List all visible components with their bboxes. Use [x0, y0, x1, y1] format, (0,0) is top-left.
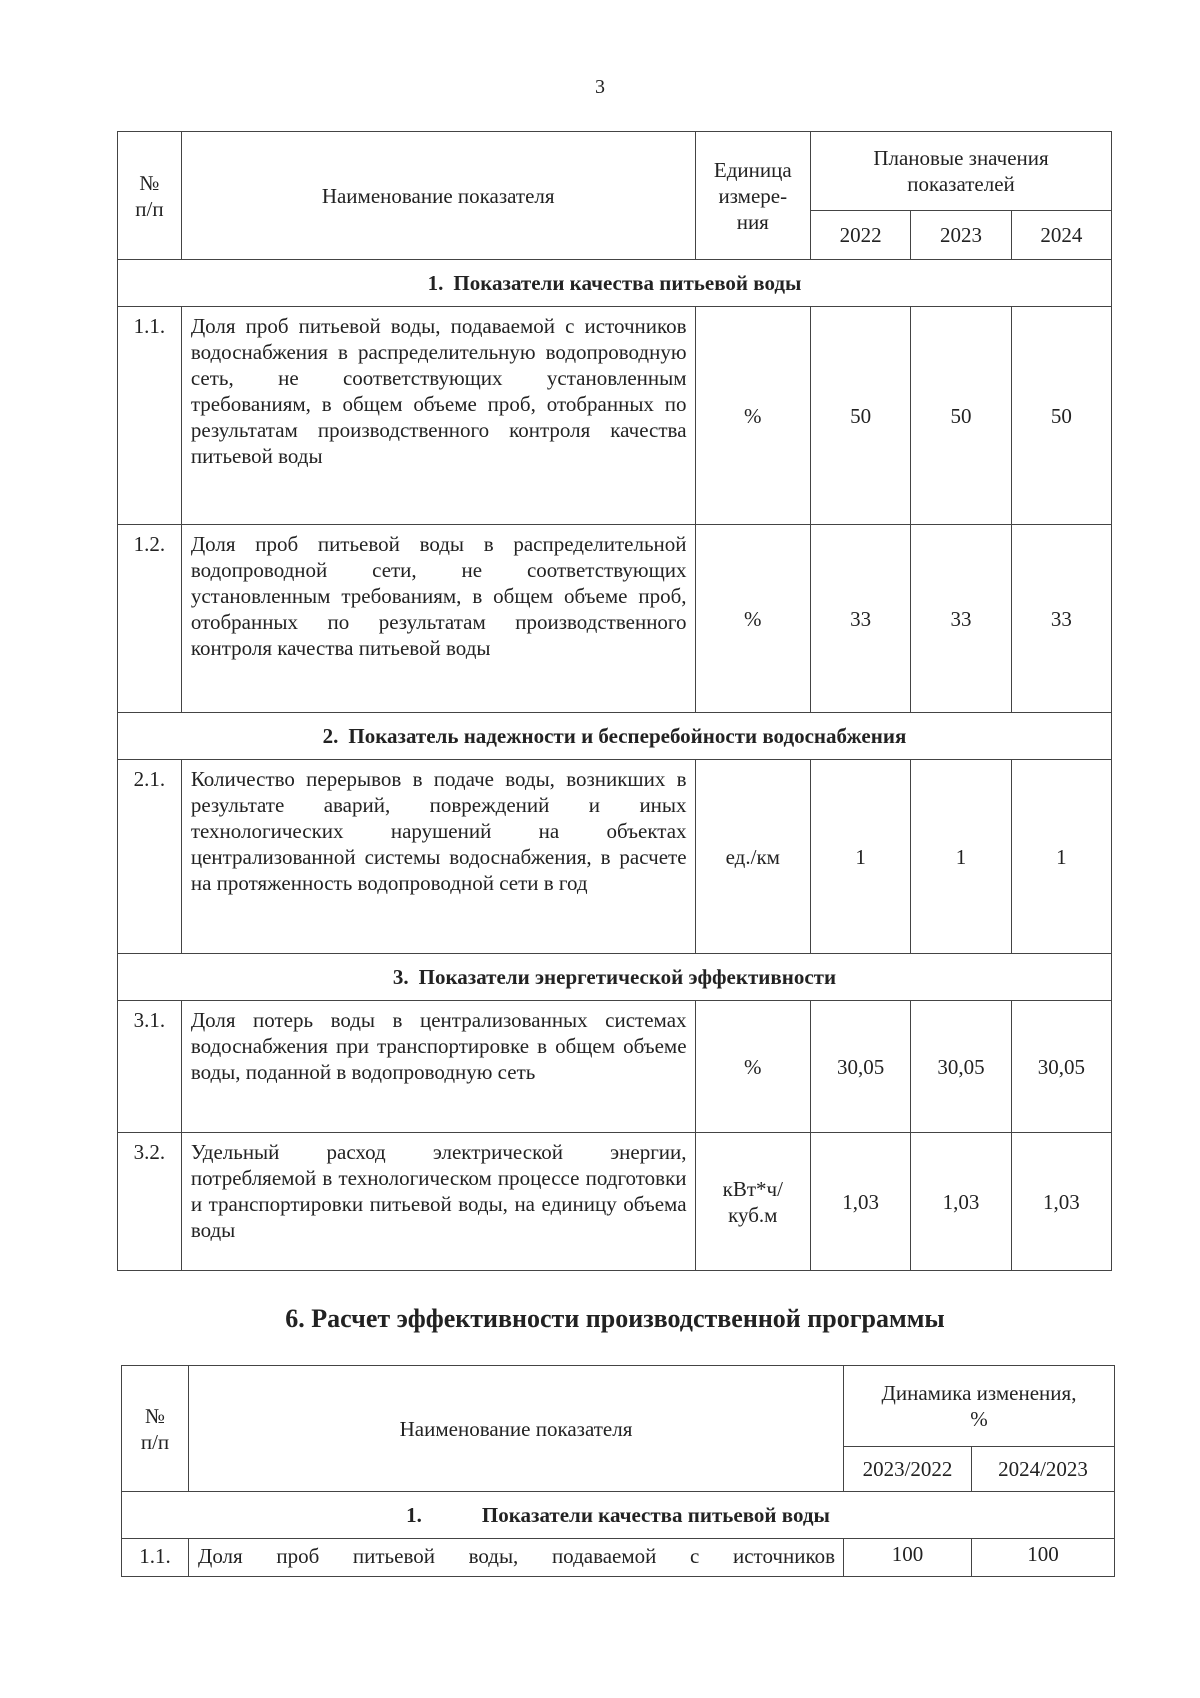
- row-number: 3.2.: [118, 1133, 182, 1271]
- planned-value: 1,03: [911, 1133, 1011, 1271]
- planned-value: 33: [811, 525, 911, 713]
- planned-value: 30,05: [1011, 1001, 1111, 1133]
- header-name: Наименование показателя: [181, 132, 695, 260]
- planned-value: 1: [1011, 760, 1111, 954]
- planned-value: 33: [911, 525, 1011, 713]
- table-header-row: [118, 132, 1112, 211]
- planned-indicators-table: [117, 131, 1112, 1271]
- header-period: 2023/2022: [844, 1447, 972, 1492]
- section-number: 1.: [406, 1503, 422, 1527]
- row-number: 1.1.: [122, 1539, 189, 1577]
- unit: кВт*ч/ куб.м: [695, 1133, 811, 1271]
- section-row: [122, 1492, 1115, 1539]
- indicator-name: Доля потерь воды в централизованных системах водоснабжения при транспортировке в общем объеме воды, поданной в водопроводную сеть: [181, 1001, 695, 1133]
- header-planned: Плановые значения показателей: [811, 132, 1112, 211]
- unit: %: [695, 525, 811, 713]
- header-unit: Единица измере- ния: [695, 132, 811, 260]
- planned-value: 50: [811, 307, 911, 525]
- planned-value: 1,03: [811, 1133, 911, 1271]
- header-period: 2024/2023: [972, 1447, 1115, 1492]
- indicator-name: Удельный расход электрической энергии, потребляемой в технологическом процессе подготовки и транспортировки питьевой воды, на единицу объема воды: [181, 1133, 695, 1271]
- header-num: № п/п: [118, 132, 182, 260]
- planned-value: 33: [1011, 525, 1111, 713]
- section-label: Показатели качества питьевой воды: [453, 271, 802, 295]
- section-title: [118, 260, 1112, 307]
- table-row: [118, 525, 1112, 713]
- dynamics-value: 100: [844, 1539, 972, 1577]
- section-label: Показатель надежности и бесперебойности водоснабжения: [348, 724, 907, 748]
- planned-value: 1: [811, 760, 911, 954]
- planned-value: 50: [1011, 307, 1111, 525]
- header-name: Наименование показателя: [189, 1366, 844, 1492]
- header-dynamics: Динамика изменения, %: [844, 1366, 1115, 1447]
- indicator-name: Доля проб питьевой воды, подаваемой с источников: [189, 1539, 844, 1577]
- section-row: [118, 954, 1112, 1001]
- header-year: 2022: [811, 211, 911, 260]
- indicator-name: Доля проб питьевой воды, подаваемой с источников водоснабжения в распределительную водопроводную сеть, не соответствующих установленным требованиям, в общем объеме проб, отобранных по результатам производственного контроля качества питьевой воды: [181, 307, 695, 525]
- header-year: 2023: [911, 211, 1011, 260]
- planned-value: 30,05: [811, 1001, 911, 1133]
- section-number: 1.: [427, 271, 444, 295]
- row-number: 3.1.: [118, 1001, 182, 1133]
- section-number: 2.: [322, 724, 339, 748]
- row-number: 1.1.: [118, 307, 182, 525]
- section-6-title: 6. Расчет эффективности производственной программы: [285, 1304, 945, 1333]
- unit: ед./км: [695, 760, 811, 954]
- indicator-name: Количество перерывов в подаче воды, возникших в результате аварий, повреждений и иных технологических нарушений на объектах централизованной системы водоснабжения, в расчете на протяженность водопроводной сети в год: [181, 760, 695, 954]
- section-row: [118, 713, 1112, 760]
- planned-value: 1: [911, 760, 1011, 954]
- section-row: [118, 260, 1112, 307]
- table-row: [118, 307, 1112, 525]
- table-header-row: [122, 1366, 1115, 1447]
- row-number: 1.2.: [118, 525, 182, 713]
- table-row: [118, 760, 1112, 954]
- planned-value: 30,05: [911, 1001, 1011, 1133]
- efficiency-table: [121, 1365, 1115, 1577]
- table-row: [118, 1133, 1112, 1271]
- section-title: [118, 713, 1112, 760]
- section-number: 3.: [392, 965, 409, 989]
- section-title: [118, 954, 1112, 1001]
- planned-value: 1,03: [1011, 1133, 1111, 1271]
- dynamics-value: 100: [972, 1539, 1115, 1577]
- table-row: [118, 1001, 1112, 1133]
- indicator-name: Доля проб питьевой воды в распределительной водопроводной сети, не соответствующих установленным требованиям, в общем объеме проб, отобранных по результатам производственного контроля качества питьевой воды: [181, 525, 695, 713]
- unit: %: [695, 1001, 811, 1133]
- row-number: 2.1.: [118, 760, 182, 954]
- section-label: Показатели энергетической эффективности: [418, 965, 837, 989]
- page-number: 3: [595, 76, 605, 98]
- planned-value: 50: [911, 307, 1011, 525]
- header-year: 2024: [1011, 211, 1111, 260]
- table-row: [122, 1539, 1115, 1577]
- header-num: № п/п: [122, 1366, 189, 1492]
- unit: %: [695, 307, 811, 525]
- section-label: Показатели качества питьевой воды: [481, 1503, 830, 1527]
- section-title: [122, 1492, 1115, 1539]
